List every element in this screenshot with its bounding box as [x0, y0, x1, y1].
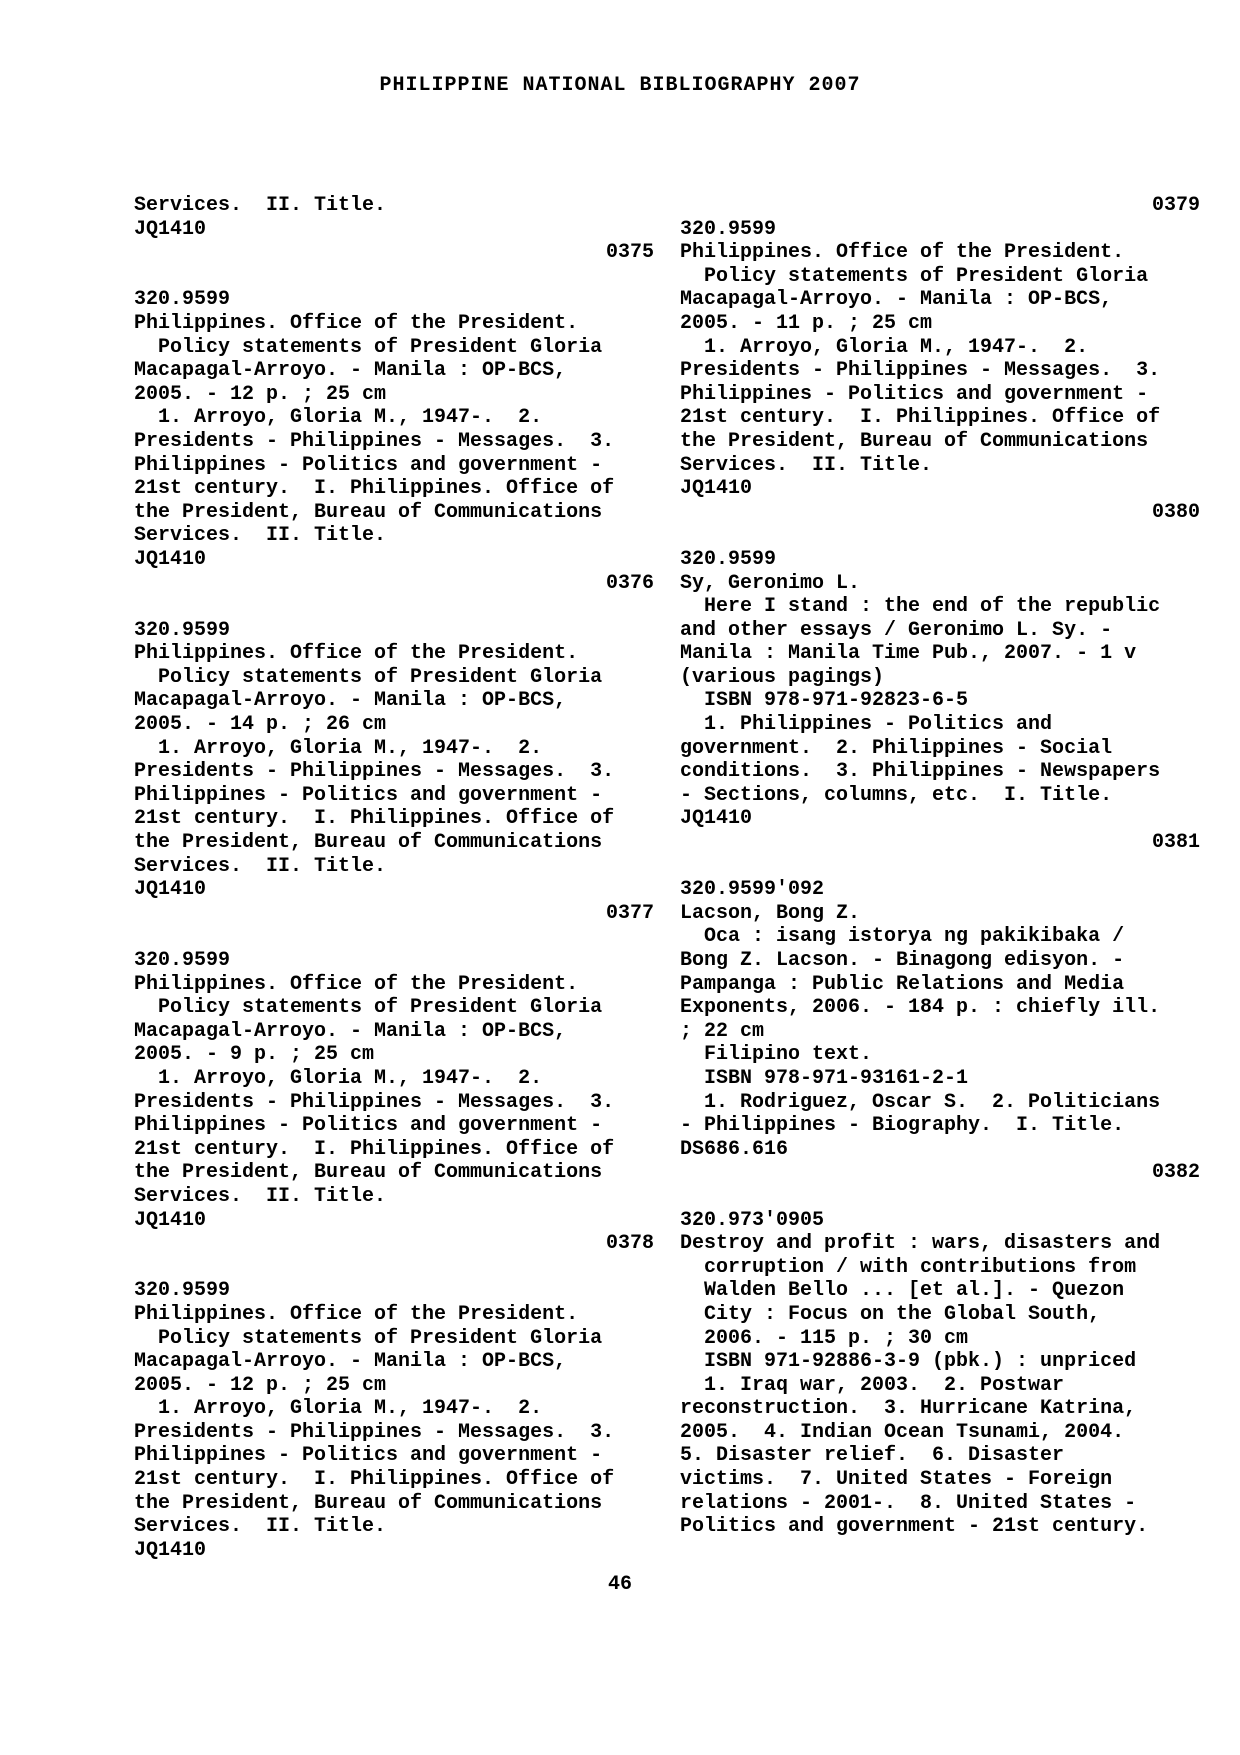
page-title: PHILIPPINE NATIONAL BIBLIOGRAPHY 2007 [379, 74, 861, 97]
right-column [680, 194, 1200, 1539]
entry-line: 320.9599 [680, 217, 777, 241]
entry-line: 2005. - 12 p. ; 25 cm [134, 1373, 387, 1397]
entry-line: JQ1410 [680, 807, 753, 831]
entry-line: Policy statements of President Gloria [134, 335, 603, 359]
entry-line: 2005. - 12 p. ; 25 cm [134, 382, 387, 406]
entry-line: 21st century. I. Philippines. Office of [134, 1137, 615, 1161]
entry-line: Philippines - Politics and government - [134, 783, 603, 807]
entry-line: Macapagal-Arroyo. - Manila : OP-BCS, [134, 1019, 567, 1043]
entry-line: Bong Z. Lacson. - Binagong edisyon. - [680, 949, 1125, 972]
entry-number: 0376 [605, 571, 654, 595]
entry-number: 0381 [1151, 831, 1200, 855]
entry-line: 2005. - 9 p. ; 25 cm [134, 1043, 375, 1067]
entry-line: Policy statements of President Gloria [680, 264, 1149, 288]
entry-line: Presidents - Philippines - Messages. 3. [134, 1420, 615, 1444]
entry-line: ISBN 978-971-92823-6-5 [680, 689, 969, 713]
entry-line: 1. Iraq war, 2003. 2. Postwar [680, 1373, 1065, 1397]
bibliographic-entry [680, 218, 1200, 501]
entry-line: relations - 2001-. 8. United States - [680, 1491, 1137, 1515]
entry-line: 1. Rodriguez, Oscar S. 2. Politicians [680, 1090, 1161, 1114]
entry-line: 320.973'0905 [680, 1208, 825, 1232]
entry-line: Philippines - Politics and government - [134, 1114, 603, 1138]
entry-line: 2005. - 14 p. ; 26 cm [134, 713, 387, 737]
entry-line: JQ1410 [680, 477, 753, 501]
entry-line: Philippines - Politics and government - [134, 1444, 603, 1468]
entry-line: 1. Arroyo, Gloria M., 1947-. 2. [134, 406, 543, 430]
entry-line: 320.9599 [134, 1279, 231, 1303]
entry-line: Oca : isang istorya ng pakikibaka / [680, 925, 1125, 949]
entry-line: 5. Disaster relief. 6. Disaster [680, 1444, 1065, 1468]
entry-line: Policy statements of President Gloria [134, 996, 603, 1020]
entry-line: Philippines - Politics and government - [134, 453, 603, 477]
entry-line: Policy statements of President Gloria [134, 665, 603, 689]
entry-line: government. 2. Philippines - Social [680, 736, 1113, 760]
entry-line: 320.9599 [134, 949, 231, 972]
entry-line: 320.9599 [134, 288, 231, 312]
entry-line: Presidents - Philippines - Messages. 3. [134, 760, 615, 784]
entry-line: Philippines. Office of the President. [680, 241, 1125, 265]
page-number: 46 [607, 1573, 632, 1596]
entry-line: 320.9599 [680, 547, 777, 571]
entry-line: Lacson, Bong Z. [680, 901, 861, 925]
entry-number: 0378 [605, 1232, 654, 1256]
entry-line: Presidents - Philippines - Messages. 3. [680, 359, 1161, 383]
entry-line: Philippines. Office of the President. [134, 972, 579, 996]
entry-line: Philippines - Politics and government - [680, 382, 1149, 406]
entry-line: Services. II. Title. [134, 1515, 387, 1539]
entry-line: corruption / with contributions from [680, 1255, 1137, 1279]
entry-line: ISBN 971-92886-3-9 (pbk.) : unpriced [680, 1350, 1137, 1374]
entry-line: JQ1410 [134, 1538, 207, 1562]
entry-line: the President, Bureau of Communications [134, 500, 603, 524]
entry-line: JQ1410 [134, 1208, 207, 1232]
entry-line: 21st century. I. Philippines. Office of [134, 1468, 615, 1492]
entry-line: 2005. - 11 p. ; 25 cm [680, 311, 933, 335]
entry-line: the President, Bureau of Communications [134, 831, 603, 855]
entry-line: victims. 7. United States - Foreign [680, 1468, 1113, 1492]
bibliographic-entry [680, 548, 1200, 831]
entry-line: Services. II. Title. [680, 453, 933, 477]
entry-line: JQ1410 [134, 878, 207, 902]
entry-line: DS686.616 [680, 1137, 789, 1161]
entry-line: Walden Bello ... [et al.]. - Quezon [680, 1279, 1125, 1303]
entry-line: Philippines. Office of the President. [134, 642, 579, 666]
entry-line: Sy, Geronimo L. [680, 571, 861, 595]
entry-line: JQ1410 [134, 217, 207, 241]
entry-line: - Sections, columns, etc. I. Title. [680, 783, 1113, 807]
entry-line: 320.9599 [134, 618, 231, 642]
entry-number: 0379 [1151, 194, 1200, 217]
entry-line: 320.9599'092 [680, 878, 825, 902]
entry-line: Filipino text. [680, 1043, 873, 1067]
bibliographic-entry [134, 619, 654, 902]
entry-line: Macapagal-Arroyo. - Manila : OP-BCS, [134, 359, 567, 383]
entry-line: 2006. - 115 p. ; 30 cm [680, 1326, 969, 1350]
entry-line: conditions. 3. Philippines - Newspapers [680, 760, 1161, 784]
entry-line: the President, Bureau of Communications [134, 1161, 603, 1185]
entry-line: Presidents - Philippines - Messages. 3. [134, 1090, 615, 1114]
entry-line: Manila : Manila Time Pub., 2007. - 1 v [680, 642, 1137, 666]
entry-line: JQ1410 [134, 547, 207, 571]
entry-line: Exponents, 2006. - 184 p. : chiefly ill. [680, 996, 1161, 1020]
entry-line: 21st century. I. Philippines. Office of [680, 406, 1161, 430]
entry-number: 0375 [605, 241, 654, 265]
bibliographic-entry [680, 1209, 1200, 1539]
bibliographic-entry [134, 288, 654, 571]
bibliographic-entry [680, 878, 1200, 1161]
entry-line: Services. II. Title. [134, 524, 387, 548]
entry-line: ; 22 cm [680, 1019, 765, 1043]
entry-line: 21st century. I. Philippines. Office of [134, 477, 615, 501]
entry-line: City : Focus on the Global South, [680, 1302, 1101, 1326]
entry-line: 21st century. I. Philippines. Office of [134, 807, 615, 831]
left-column [134, 194, 654, 1562]
bibliographic-entry [134, 949, 654, 1232]
entry-line: Services. II. Title. [134, 194, 387, 217]
entry-line: 2005. 4. Indian Ocean Tsunami, 2004. [680, 1420, 1125, 1444]
entry-line: Macapagal-Arroyo. - Manila : OP-BCS, [680, 288, 1113, 312]
entry-line: Services. II. Title. [134, 854, 387, 878]
entry-line: reconstruction. 3. Hurricane Katrina, [680, 1397, 1137, 1421]
entry-line: - Philippines - Biography. I. Title. [680, 1114, 1125, 1138]
bibliographic-entry [134, 1279, 654, 1562]
entry-line: Here I stand : the end of the republic [680, 595, 1161, 619]
entry-line: Destroy and profit : wars, disasters and [680, 1232, 1161, 1256]
entry-line: Politics and government - 21st century. [680, 1515, 1149, 1539]
entry-line: Services. II. Title. [134, 1184, 387, 1208]
entry-line: Philippines. Office of the President. [134, 1302, 579, 1326]
entry-number: 0382 [1151, 1161, 1200, 1185]
entry-line: Philippines. Office of the President. [134, 311, 579, 335]
entry-line: 1. Arroyo, Gloria M., 1947-. 2. [134, 1066, 543, 1090]
entry-line: Pampanga : Public Relations and Media [680, 972, 1125, 996]
entry-line: 1. Arroyo, Gloria M., 1947-. 2. [134, 1397, 543, 1421]
entry-line: (various pagings) [680, 665, 885, 689]
entry-line: 1. Arroyo, Gloria M., 1947-. 2. [680, 335, 1089, 359]
entry-line: 1. Arroyo, Gloria M., 1947-. 2. [134, 736, 543, 760]
entry-line: Presidents - Philippines - Messages. 3. [134, 429, 615, 453]
entry-line: the President, Bureau of Communications [680, 429, 1149, 453]
entry-line: the President, Bureau of Communications [134, 1491, 603, 1515]
entry-number: 0377 [605, 901, 654, 925]
entry-number: 0380 [1151, 500, 1200, 524]
entry-line: ISBN 978-971-93161-2-1 [680, 1066, 969, 1090]
entry-line: and other essays / Geronimo L. Sy. - [680, 618, 1113, 642]
entry-line: Macapagal-Arroyo. - Manila : OP-BCS, [134, 1350, 567, 1374]
entry-line: Macapagal-Arroyo. - Manila : OP-BCS, [134, 689, 567, 713]
entry-line: 1. Philippines - Politics and [680, 713, 1053, 737]
entry-line: Policy statements of President Gloria [134, 1326, 603, 1350]
